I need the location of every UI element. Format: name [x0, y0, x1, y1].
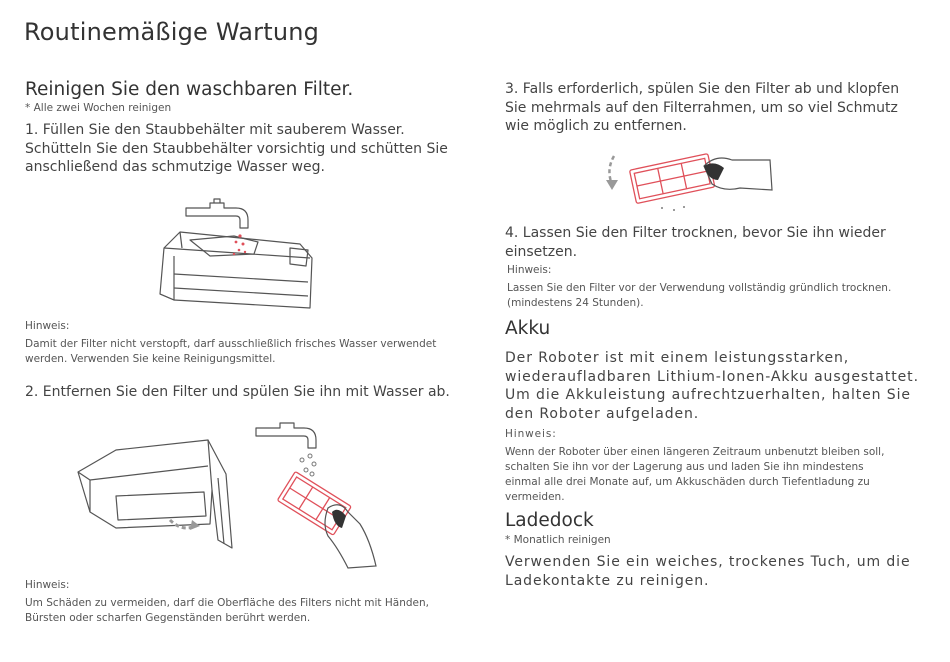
dock-text [505, 553, 945, 590]
note4-label: Hinweis: [507, 264, 552, 276]
step3-text [505, 80, 935, 136]
akku-line: Der Roboter ist mit einem leistungsstarken, [505, 350, 850, 366]
dock-line: Verwenden Sie ein weiches, trockenes Tuch, um die [505, 554, 911, 570]
filter-frequency: * Alle zwei Wochen reinigen [25, 102, 172, 114]
note1-line: werden. Verwenden Sie keine Reinigungsmittel. [25, 353, 276, 365]
step1-line: 1. Füllen Sie den Staubbehälter mit sauberem Wasser. [25, 122, 405, 138]
step4-text [505, 224, 935, 261]
akku-line: Um die Akkuleistung aufrechtzuerhalten, halten Sie [505, 387, 911, 403]
filter-removal-illustration [76, 416, 386, 576]
step2-text: 2. Entfernen Sie den Filter und spülen Sie ihn mit Wasser ab. [25, 384, 450, 400]
akku-line: den Roboter aufgeladen. [505, 405, 700, 422]
step1-line: Schütteln Sie den Staubbehälter vorsichtig und schütten Sie [25, 140, 448, 157]
section-heading-filter: Reinigen Sie den waschbaren Filter. [25, 79, 354, 100]
note2-line: Um Schäden zu vermeiden, darf die Oberfläche des Filters nicht mit Händen, [25, 597, 429, 609]
filter-tapping-illustration [600, 150, 780, 216]
akku-text [505, 349, 945, 423]
step3-line: 3. Falls erforderlich, spülen Sie den Filter ab und klopfen [505, 81, 900, 97]
dock-frequency: * Monatlich reinigen [505, 534, 611, 546]
akku-note-label: Hinweis: [505, 428, 557, 440]
note1-text [25, 337, 465, 367]
note2-text [25, 596, 465, 626]
note4-text [507, 281, 937, 311]
note4-line: (mindestens 24 Stunden). [507, 297, 644, 309]
step1-text [25, 121, 465, 177]
note1-line: Damit der Filter nicht verstopft, darf ausschließlich frisches Wasser verwendet [25, 338, 437, 350]
section-heading-akku: Akku [505, 318, 551, 339]
page-title: Routinemäßige Wartung [24, 18, 320, 46]
step4-line: einsetzen. [505, 243, 578, 260]
akku-note-line: vermeiden. [505, 491, 565, 503]
akku-note-line: einmal alle drei Monate auf, um Akkuschäden durch Tiefentladung zu [505, 476, 870, 488]
akku-line: wiederaufladbaren Lithium-Ionen-Akku ausgestattet. [505, 368, 919, 385]
note1-label: Hinweis: [25, 320, 70, 332]
section-heading-ladedock: Ladedock [505, 510, 594, 531]
step3-line: wie möglich zu entfernen. [505, 118, 687, 134]
note2-line: Bürsten oder scharfen Gegenständen berührt werden. [25, 612, 311, 624]
akku-note-line: schalten Sie ihn vor der Lagerung aus und laden Sie ihn mindestens [505, 461, 864, 473]
akku-note-text [505, 445, 945, 505]
note4-line: Lassen Sie den Filter vor der Verwendung vollständig gründlich trocknen. [507, 282, 892, 294]
step3-line: Sie mehrmals auf den Filterrahmen, um so viel Schmutz [505, 99, 898, 116]
akku-note-line: Wenn der Roboter über einen längeren Zeitraum unbenutzt bleiben soll, [505, 446, 885, 458]
note2-label: Hinweis: [25, 579, 70, 591]
dock-line: Ladekontakte zu reinigen. [505, 572, 710, 589]
step1-line: anschließend das schmutzige Wasser weg. [25, 159, 325, 175]
step4-line: 4. Lassen Sie den Filter trocknen, bevor Sie ihn wieder [505, 225, 886, 241]
dustbin-rinse-illustration [150, 196, 325, 314]
